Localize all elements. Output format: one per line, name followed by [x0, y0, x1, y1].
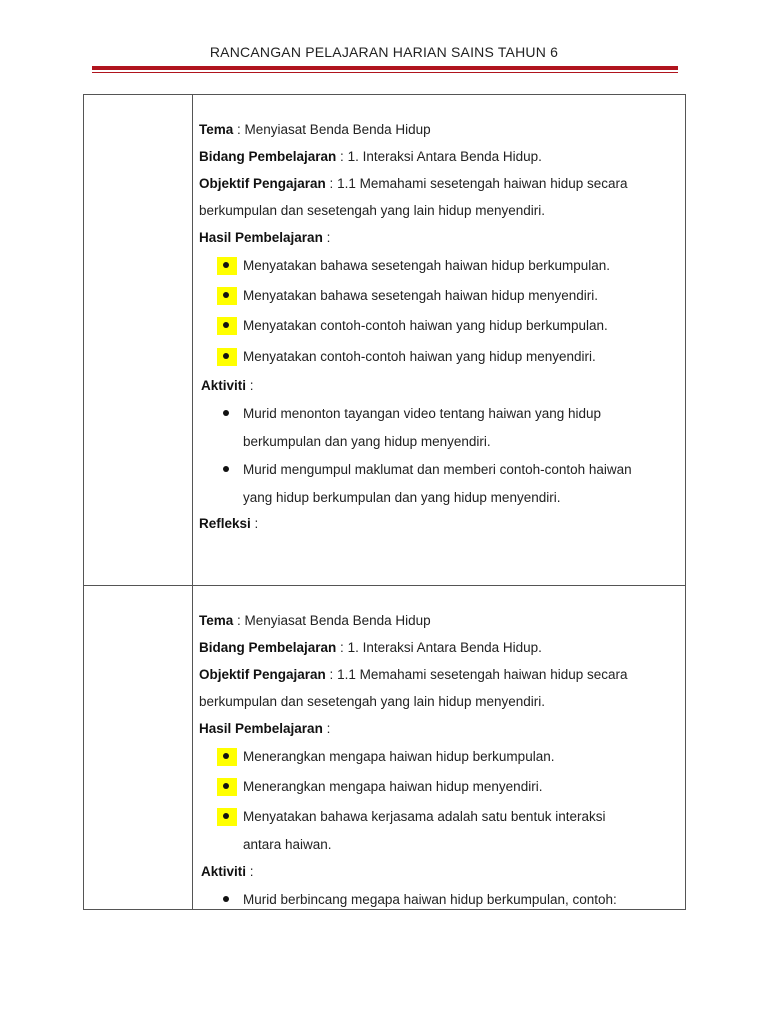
tema-line: Tema : Menyiasat Benda Benda Hidup [199, 613, 431, 628]
objektif-label: Objektif Pengajaran [199, 667, 326, 682]
highlighted-bullet [217, 348, 237, 366]
refleksi-line: Refleksi : [199, 516, 259, 531]
hasil-item: Menyatakan bahawa sesetengah haiwan hidup berkumpulan. [243, 258, 611, 273]
lesson-table [83, 94, 686, 910]
aktiviti-line: Aktiviti : [201, 864, 254, 879]
highlighted-bullet [217, 317, 237, 335]
objektif-continuation: berkumpulan dan sesetengah yang lain hidup menyendiri. [199, 694, 545, 709]
page-title: RANCANGAN PELAJARAN HARIAN SAINS TAHUN 6 [209, 44, 559, 60]
objektif-continuation: berkumpulan dan sesetengah yang lain hidup menyendiri. [199, 203, 545, 218]
lesson-cell-1 [193, 95, 686, 586]
refleksi-label: Refleksi [199, 516, 251, 531]
highlighted-bullet [217, 287, 237, 305]
hasil-line: Hasil Pembelajaran : [199, 230, 331, 245]
header-rule-thin [92, 72, 678, 73]
hasil-item: Menyatakan contoh-contoh haiwan yang hidup menyendiri. [243, 349, 596, 364]
bidang-label: Bidang Pembelajaran [199, 149, 337, 164]
aktiviti-item: Murid menonton tayangan video tentang haiwan yang hidup [243, 406, 602, 421]
tema-line: Tema : Menyiasat Benda Benda Hidup [199, 122, 431, 137]
objektif-label: Objektif Pengajaran [199, 176, 326, 191]
hasil-item: Menyatakan bahawa sesetengah haiwan hidup menyendiri. [243, 288, 598, 303]
objektif-line: Objektif Pengajaran : 1.1 Memahami sesetengah haiwan hidup secara [199, 176, 628, 191]
bidang-line: Bidang Pembelajaran : 1. Interaksi Antara Benda Hidup. [199, 149, 542, 164]
aktiviti-line: Aktiviti : [201, 378, 254, 393]
bullet [217, 461, 237, 479]
aktiviti-item-continuation: yang hidup berkumpulan dan yang hidup menyendiri. [243, 490, 561, 505]
aktiviti-item: Murid berbincang megapa haiwan hidup berkumpulan, contoh: [243, 892, 617, 907]
header-rule-thick [92, 66, 678, 70]
aktiviti-item-continuation: berkumpulan dan yang hidup menyendiri. [243, 434, 491, 449]
highlighted-bullet [217, 808, 237, 826]
hasil-line: Hasil Pembelajaran : [199, 721, 331, 736]
highlighted-bullet [217, 778, 237, 796]
day-cell-2 [84, 586, 193, 910]
tema-value: Menyiasat Benda Benda Hidup [244, 122, 431, 137]
hasil-label: Hasil Pembelajaran [199, 230, 323, 245]
hasil-item: Menyatakan bahawa kerjasama adalah satu bentuk interaksi [243, 809, 606, 824]
lesson-cell-2 [193, 586, 686, 910]
objektif-value: 1.1 Memahami sesetengah haiwan hidup secara [337, 176, 628, 191]
bullet [217, 891, 237, 909]
aktiviti-label: Aktiviti [201, 864, 247, 879]
hasil-item: Menerangkan mengapa haiwan hidup menyendiri. [243, 779, 543, 794]
tema-value: Menyiasat Benda Benda Hidup [244, 613, 431, 628]
lesson-row-1 [84, 95, 686, 586]
hasil-item-continuation: antara haiwan. [243, 837, 332, 852]
highlighted-bullet [217, 748, 237, 766]
hasil-item: Menerangkan mengapa haiwan hidup berkumpulan. [243, 749, 555, 764]
highlighted-bullet [217, 257, 237, 275]
tema-label: Tema [199, 613, 234, 628]
bidang-value: 1. Interaksi Antara Benda Hidup. [347, 640, 542, 655]
bidang-label: Bidang Pembelajaran [199, 640, 337, 655]
aktiviti-item: Murid mengumpul maklumat dan memberi contoh-contoh haiwan [243, 462, 632, 477]
day-cell-1 [84, 95, 193, 586]
objektif-value: 1.1 Memahami sesetengah haiwan hidup secara [337, 667, 628, 682]
hasil-label: Hasil Pembelajaran [199, 721, 323, 736]
aktiviti-label: Aktiviti [201, 378, 247, 393]
bullet [217, 405, 237, 423]
tema-label: Tema [199, 122, 234, 137]
objektif-line: Objektif Pengajaran : 1.1 Memahami sesetengah haiwan hidup secara [199, 667, 628, 682]
bidang-line: Bidang Pembelajaran : 1. Interaksi Antara Benda Hidup. [199, 640, 542, 655]
hasil-item: Menyatakan contoh-contoh haiwan yang hidup berkumpulan. [243, 318, 608, 333]
bidang-value: 1. Interaksi Antara Benda Hidup. [347, 149, 542, 164]
lesson-row-2 [84, 586, 686, 910]
